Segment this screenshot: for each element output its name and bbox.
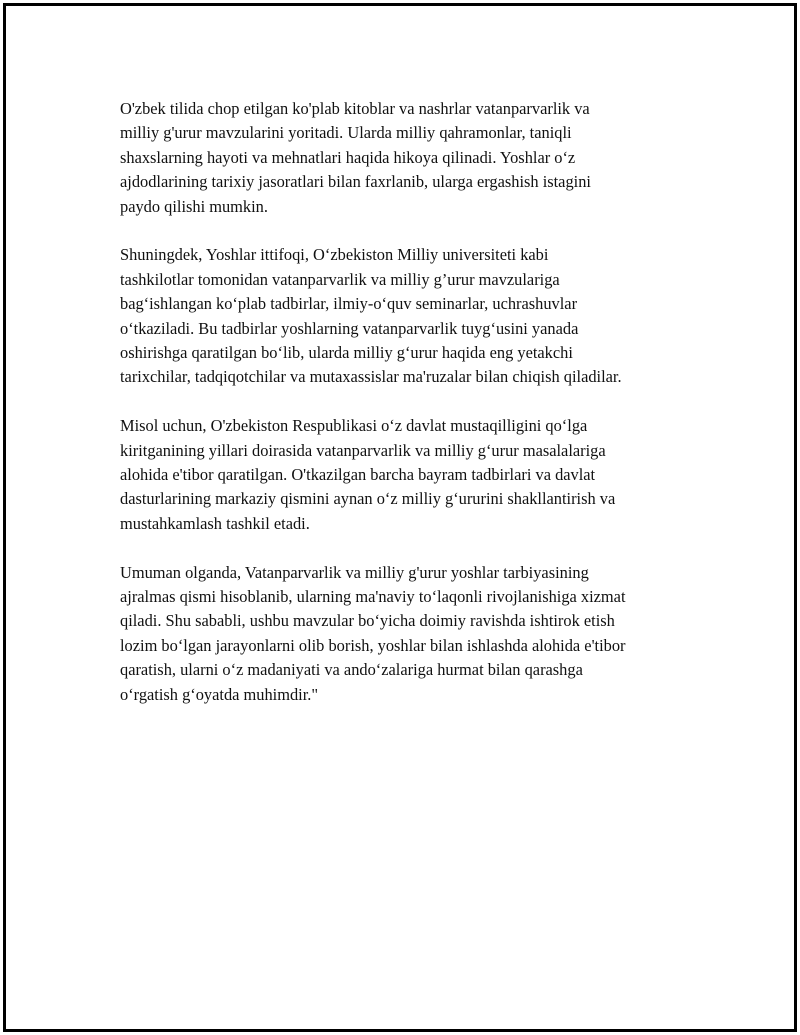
paragraph-4: Umuman olganda, Vatanparvarlik va milliy g'urur yoshlar tarbiyasining ajralmas qismi hisoblanib, ularning ma'naviy to‘laqonli rivojlanishiga xizmat qiladi. Shu sababli, ushbu mavzular bo‘yicha doimiy ravishda ishtirok etish lozim bo‘lgan jarayonlarni olib borish, yoshlar bilan ishlashda alohida e'tibor qaratish, ularni o‘z madaniyati va ando‘zalariga hurmat bilan qarashga o‘rgatish g‘oyatda muhimdir."	[120, 562, 626, 704]
paragraph-3: Misol uchun, O'zbekiston Respublikasi o‘z davlat mustaqilligini qo‘lga kiritganining yillari doirasida vatanparvarlik va milliy g‘urur masalalariga alohida e'tibor qaratilgan. O'tkazilgan barcha bayram tadbirlari va davlat dasturlarining markaziy qismini aynan o‘z milliy g‘ururini shakllantirish va mustahkamlash tashkil etadi.	[120, 416, 616, 533]
document-page	[3, 3, 797, 1032]
document-body	[120, 97, 680, 732]
paragraph-1: O'zbek tilida chop etilgan ko'plab kitoblar va nashrlar vatanparvarlik va milliy g'urur mavzularini yoritadi. Ularda milliy qahramonlar, taniqli shaxslarning hayoti va mehnatlari haqida hikoya qilinadi. Yoshlar o‘z ajdodlarining tarixiy jasoratlari bilan faxrlanib, ularga ergashish istagini paydo qilishi mumkin.	[120, 99, 591, 216]
paragraph-2: Shuningdek, Yoshlar ittifoqi, O‘zbekiston Milliy universiteti kabi tashkilotlar tomonidan vatanparvarlik va milliy g’urur mavzulariga bag‘ishlangan ko‘plab tadbirlar, ilmiy-o‘quv seminarlar, uchrashuvlar o‘tkaziladi. Bu tadbirlar yoshlarning vatanparvarlik tuyg‘usini yanada oshirishga qaratilgan bo‘lib, ularda milliy g‘urur haqida eng yetakchi tarixchilar, tadqiqotchilar va mutaxassislar ma'ruzalar bilan chiqish qiladilar.	[120, 245, 622, 387]
